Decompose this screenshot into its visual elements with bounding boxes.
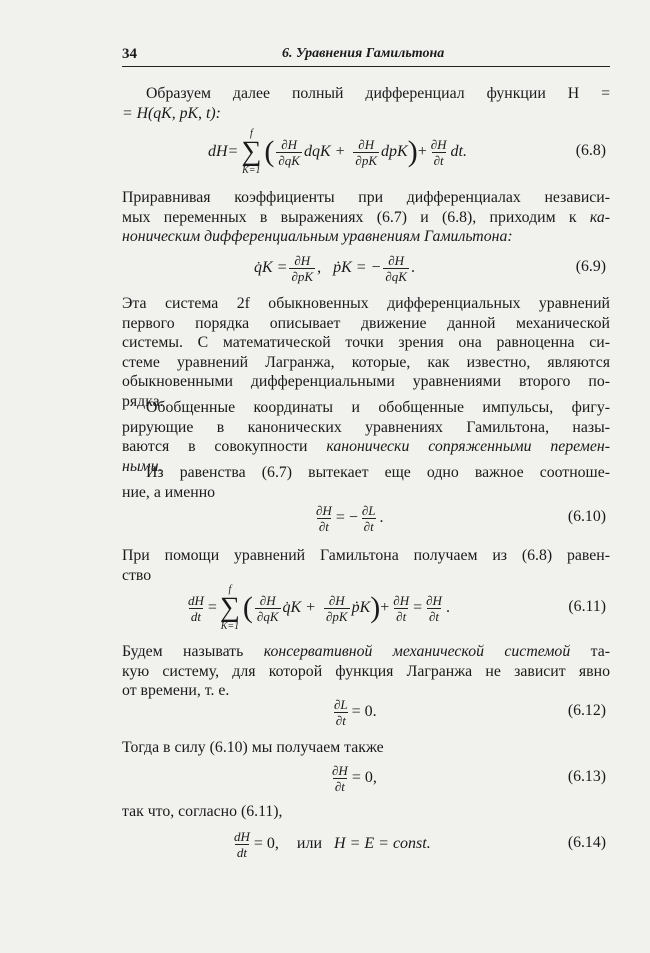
eq610-mid: = − bbox=[335, 509, 358, 526]
equation-6-14 bbox=[122, 822, 610, 866]
p4-line2: рирующие в канонических уравнениях Гамильтона, назы- bbox=[122, 418, 610, 436]
eq611-number: (6.11) bbox=[568, 598, 606, 615]
eq68-frac2: $\frac{\partial H}{\partial pK}$ bbox=[355, 136, 378, 168]
paragraph-2 bbox=[122, 188, 610, 247]
paragraph-3 bbox=[122, 294, 610, 411]
equation-6-9 bbox=[122, 246, 610, 290]
eq614-frac: $\frac{dH}{dt}$ bbox=[234, 828, 250, 860]
p6-line2: ство bbox=[122, 566, 152, 584]
eq611-frac0: $\frac{dH}{dt}$ bbox=[188, 592, 204, 624]
eq613-frac: $\frac{\partial H}{\partial t}$ bbox=[332, 762, 348, 794]
eq614-rhs: = 0, bbox=[253, 835, 279, 852]
eq611-eq2: = bbox=[413, 599, 423, 616]
eq610-frac1: $\frac{\partial H}{\partial t}$ bbox=[316, 502, 332, 534]
eq68-sum: f ∑ K=1 bbox=[241, 128, 262, 176]
p2-line2: мых переменных в выражениях (6.7) и (6.8), приходим к ка- bbox=[122, 208, 610, 226]
p4-line1: Обобщенные координаты и обобщенные импульсы, фигу- bbox=[146, 399, 610, 416]
equation-6-12 bbox=[122, 690, 610, 734]
p5-line2: ние, а именно bbox=[122, 483, 216, 501]
p5-line1: Из равенства (6.7) вытекает еще одно важное соотноше- bbox=[146, 464, 610, 481]
eq68-term3: dt. bbox=[450, 143, 467, 160]
eq611-term2: ṗK bbox=[351, 599, 371, 616]
chapter-title: 6. Уравнения Гамильтона bbox=[282, 46, 445, 61]
eq611-sum-upper: f bbox=[228, 584, 232, 595]
page-header bbox=[122, 44, 610, 68]
p3-line-last: рядка. bbox=[122, 392, 164, 410]
eq610-number: (6.10) bbox=[567, 508, 606, 525]
eq69-frac2: $\frac{\partial H}{\partial qK}$ bbox=[385, 252, 407, 284]
eq611-sum-lower: K=1 bbox=[220, 621, 240, 632]
eq611-frac3: $\frac{\partial H}{\partial t}$ bbox=[393, 592, 410, 624]
eq68-number: (6.8) bbox=[575, 142, 606, 159]
equation-6-11: $\frac{dH}{dt}$ = f ∑ K=1 ( $\frac{\partial H}{\partial qK}$ q̇K + $\frac{\partial H}{\partial pK}$ ṗK ) + $\frac{\partial H}{\partial t}$ = $\frac{\partial H}{\partial t}$ . (6.11) bbox=[188, 584, 606, 632]
eq68-term2: dpK bbox=[381, 143, 408, 160]
eq614-number: (6.14) bbox=[567, 834, 606, 851]
eq610-frac2: $\frac{\partial L}{\partial t}$ bbox=[361, 502, 376, 534]
eq614-expr: H = E = const. bbox=[334, 835, 431, 852]
eq69-sep: , bbox=[317, 259, 322, 276]
p1-line2: = H(qK, pK, t): bbox=[122, 104, 221, 122]
eq613-number: (6.13) bbox=[567, 768, 606, 785]
eq69-lhs2: ṗK = − bbox=[333, 259, 382, 276]
eq68-frac3: $\frac{\partial H}{\partial t}$ bbox=[430, 136, 447, 168]
page-number: 34 bbox=[122, 46, 137, 62]
equation-6-10 bbox=[122, 496, 610, 540]
p3-line-1: первого порядка описывает движение данной механической bbox=[122, 314, 610, 332]
eq611-sum: f ∑ K=1 bbox=[219, 584, 240, 632]
eq611-eq: = bbox=[207, 599, 217, 616]
eq69-end: . bbox=[410, 259, 415, 276]
eq68-sum-lower: K=1 bbox=[242, 165, 261, 176]
equation-6-13 bbox=[122, 756, 610, 800]
p2-line3: ноническим дифференциальным уравнениям Гамильтона: bbox=[122, 228, 513, 245]
eq68-plus: + bbox=[417, 143, 427, 160]
p7-line3: от времени, т. е. bbox=[122, 682, 230, 699]
paragraph-8 bbox=[122, 738, 610, 758]
eq612-frac: $\frac{\partial L}{\partial t}$ bbox=[334, 696, 348, 728]
eq68-term1: dqK + bbox=[303, 143, 346, 160]
eq68-frac1: $\frac{\partial H}{\partial qK}$ bbox=[278, 136, 300, 168]
p3-line-0: Эта система 2f обыкновенных дифференциальных уравнений bbox=[122, 295, 610, 312]
p2-line1: Приравнивая коэффициенты при дифференциалах независи- bbox=[122, 189, 610, 206]
paragraph-6 bbox=[122, 546, 610, 585]
p8-line1: Тогда в силу (6.10) мы получаем также bbox=[122, 739, 384, 756]
p4-line3: ваются в совокупности канонически сопряженными перемен- bbox=[122, 438, 610, 455]
eq614-or: или bbox=[296, 835, 323, 852]
eq610-end: . bbox=[379, 509, 384, 526]
p9-line1: так что, согласно (6.11), bbox=[122, 803, 283, 820]
p3-line-4: обыкновенными дифференциальными уравнениями второго по- bbox=[122, 373, 610, 390]
eq612-rhs: = 0. bbox=[351, 703, 377, 720]
eq68-lhs: dH= bbox=[208, 143, 239, 160]
eq611-frac1: $\frac{\partial H}{\partial qK}$ bbox=[256, 592, 279, 624]
p7-line2: кую систему, для которой функция Лагранжа не зависит явно bbox=[122, 662, 610, 680]
eq613-rhs: = 0, bbox=[351, 769, 377, 786]
p7-line1: Будем называть консервативной механической системой та- bbox=[122, 643, 610, 660]
paragraph-9 bbox=[122, 802, 610, 822]
p1-line1: Образуем далее полный дифференциал функции H = bbox=[146, 85, 611, 102]
eq68-sum-upper: f bbox=[249, 128, 253, 139]
header-rule bbox=[122, 66, 610, 67]
eq611-plus: + bbox=[380, 599, 390, 616]
eq69-frac1: $\frac{\partial H}{\partial pK}$ bbox=[291, 252, 314, 284]
p4-line4: ными. bbox=[122, 457, 163, 475]
p3-line-2: системы. С математической точки зрения она равноценна си- bbox=[122, 334, 610, 351]
p6-line1: При помощи уравнений Гамильтона получаем из (6.8) равен- bbox=[122, 547, 610, 564]
eq612-number: (6.12) bbox=[567, 702, 606, 719]
eq69-lhs1: q̇K = bbox=[254, 259, 288, 276]
eq611-end: . bbox=[445, 599, 450, 616]
eq611-frac4: $\frac{\partial H}{\partial t}$ bbox=[426, 592, 442, 624]
equation-6-8: dH= f ∑ K=1 ( $\frac{\partial H}{\partial qK}$ dqK + $\frac{\partial H}{\partial pK}$ dpK ) + $\frac{\partial H}{\partial t}$ dt. (6.8) bbox=[208, 128, 606, 176]
p3-line-3: стеме уравнений Лагранжа, которые, как известно, являются bbox=[122, 353, 610, 371]
paragraph-1 bbox=[122, 84, 610, 123]
eq611-term1: q̇K + bbox=[282, 599, 316, 616]
eq69-number: (6.9) bbox=[575, 258, 606, 275]
eq611-frac2: $\frac{\partial H}{\partial pK}$ bbox=[325, 592, 348, 624]
